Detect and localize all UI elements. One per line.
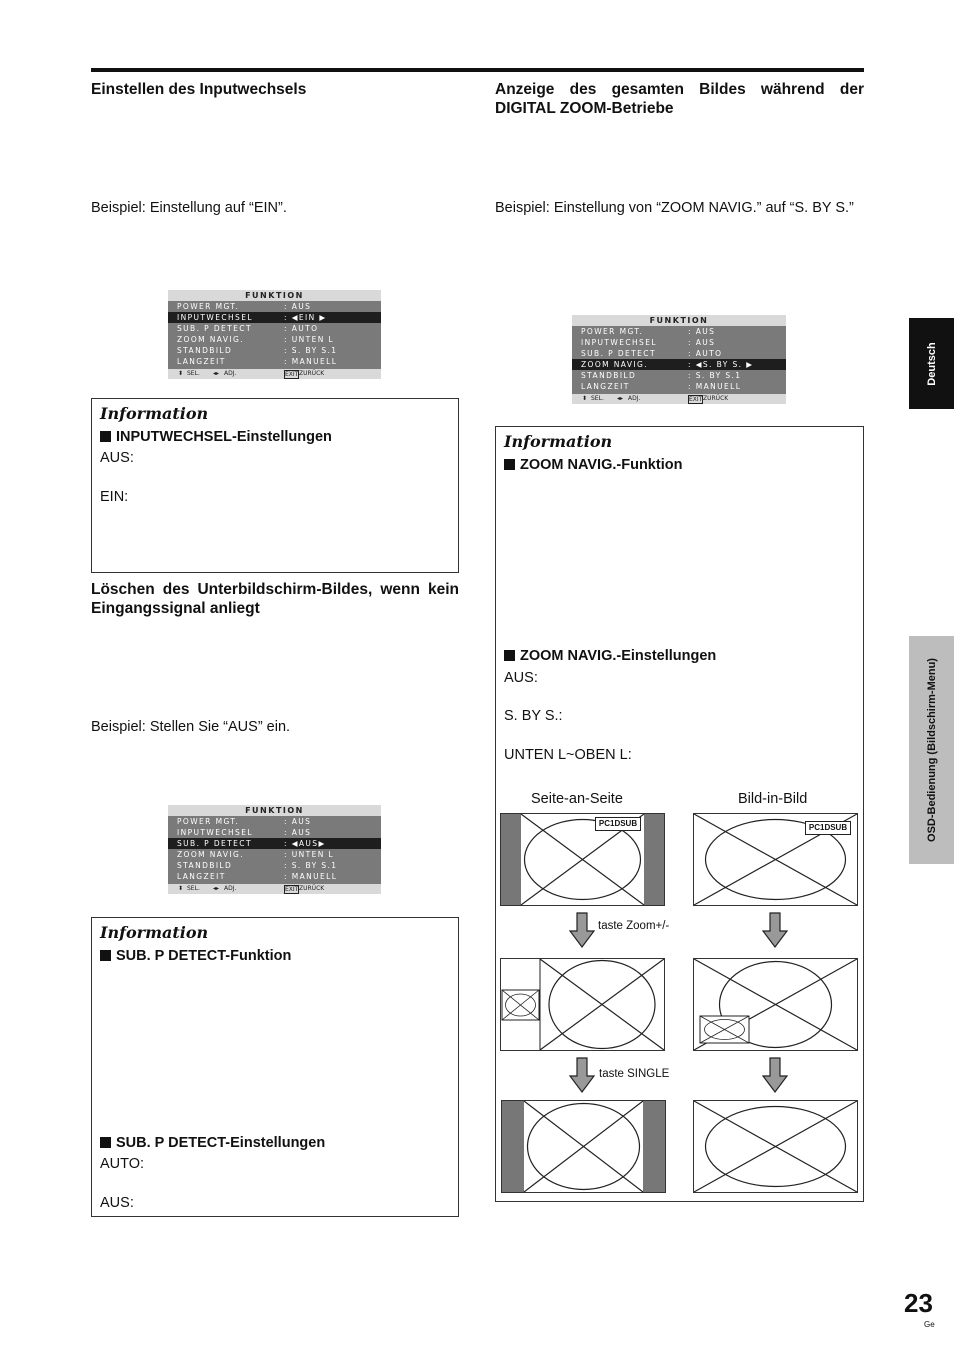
- screen-pip-2: [693, 958, 858, 1051]
- osd-footer: [168, 884, 381, 894]
- top-rule: [91, 68, 864, 72]
- label-box: PC1DSUB: [805, 821, 851, 835]
- osd-value: : AUS: [284, 817, 312, 826]
- leftright-icon: ◂▸: [213, 885, 220, 892]
- example-text-1: Beispiel: Einstellung auf “EIN”.: [91, 200, 287, 216]
- info-line: S. BY S.:: [504, 708, 563, 724]
- page-number: 23: [904, 1288, 933, 1318]
- osd-footer-exit: EXIT: [285, 886, 299, 893]
- caption-side-by-side: Seite-an-Seite: [531, 791, 623, 807]
- screen-side-by-side-3: [501, 1100, 666, 1193]
- updown-icon: ⬍: [178, 370, 184, 377]
- step-label-single: taste SINGLE: [599, 1068, 670, 1080]
- osd-label: ZOOM NAVIG.: [177, 335, 244, 344]
- osd-label: STANDBILD: [581, 371, 637, 380]
- info-line: AUTO:: [100, 1156, 145, 1172]
- osd-menu-2: [168, 805, 381, 894]
- step-label-zoom: taste Zoom+/-: [598, 920, 670, 932]
- info-line: AUS:: [100, 1195, 134, 1211]
- info-box-sub-p-detect: [91, 917, 459, 1217]
- info-line: EIN:: [100, 489, 129, 505]
- osd-value: : AUS: [284, 828, 312, 837]
- osd-value: : AUS: [284, 302, 312, 311]
- osd-label: STANDBILD: [177, 346, 233, 355]
- osd-value: : UNTEN L: [284, 850, 335, 859]
- osd-label: SUB. P DETECT: [581, 349, 656, 358]
- square-bullet-icon: [100, 950, 111, 961]
- example-text-2: Beispiel: Stellen Sie “AUS” ein.: [91, 719, 291, 735]
- osd-footer-sel: SEL.: [187, 885, 200, 892]
- osd-label: ZOOM NAVIG.: [177, 850, 244, 859]
- screen-pip-3: [693, 1100, 858, 1193]
- osd-label: LANGZEIT: [177, 357, 226, 366]
- down-arrow-icon: [569, 1057, 595, 1093]
- info-line: UNTEN L~OBEN L:: [504, 747, 632, 763]
- osd-label: SUB. P DETECT: [177, 324, 252, 333]
- osd-footer-adj: ADJ.: [224, 885, 237, 892]
- info-line: AUS:: [100, 450, 134, 466]
- osd-footer-adj: ADJ.: [628, 395, 641, 402]
- osd-value: : AUS: [688, 327, 716, 336]
- osd-value: : S. BY S.1: [284, 861, 338, 870]
- tab-section-label: OSD-Bedienung (Bildschirm-Menu): [925, 658, 938, 842]
- osd-menu-3: [572, 315, 786, 404]
- heading-sub-p-detect: Löschen des Unterbildschirm-Bildes, wenn kein Eingangssignal anliegt: [91, 581, 459, 617]
- info-subheading-text: ZOOM NAVIG.-Einstellungen: [520, 648, 717, 664]
- example-text-3: Beispiel: Einstellung von “ZOOM NAVIG.” auf “S. BY S.”: [495, 200, 854, 216]
- osd-value: : MANUELL: [284, 357, 338, 366]
- osd-label: POWER MGT.: [581, 327, 644, 336]
- screen-pip-1: [693, 813, 858, 906]
- osd-footer-exit: EXIT: [689, 396, 703, 403]
- screen-side-by-side-2: [500, 958, 665, 1051]
- osd-footer-adj: ADJ.: [224, 370, 237, 377]
- osd-label: POWER MGT.: [177, 817, 240, 826]
- down-arrow-icon: [569, 912, 595, 948]
- screen-side-by-side-1: [500, 813, 665, 906]
- osd-value: : MANUELL: [284, 872, 338, 881]
- caption-picture-in-picture: Bild-in-Bild: [738, 791, 808, 807]
- osd-label: POWER MGT.: [177, 302, 240, 311]
- label-box: PC1DSUB: [595, 817, 641, 831]
- square-bullet-icon: [100, 431, 111, 442]
- info-subheading-text: SUB. P DETECT-Funktion: [116, 948, 292, 964]
- osd-value: : ◀AUS▶: [284, 839, 326, 848]
- info-subheading-text: SUB. P DETECT-Einstellungen: [116, 1135, 326, 1151]
- tab-language-label: Deutsch: [925, 341, 938, 386]
- osd-value: : AUTO: [284, 324, 319, 333]
- osd-label: ZOOM NAVIG.: [581, 360, 648, 369]
- info-subheading-text: INPUTWECHSEL-Einstellungen: [116, 429, 332, 445]
- osd-label: INPUTWECHSEL: [177, 313, 253, 322]
- square-bullet-icon: [100, 1137, 111, 1148]
- osd-label: LANGZEIT: [581, 382, 630, 391]
- osd-footer: [572, 394, 786, 404]
- osd-value: : ◀EIN ▶: [284, 313, 327, 322]
- osd-label: INPUTWECHSEL: [581, 338, 657, 347]
- osd-value: : ◀S. BY S. ▶: [688, 360, 754, 369]
- square-bullet-icon: [504, 650, 515, 661]
- info-line: AUS:: [504, 670, 538, 686]
- info-title: Information: [100, 923, 209, 942]
- tab-section: [909, 636, 954, 864]
- updown-icon: ⬍: [178, 885, 184, 892]
- info-subheading: [100, 429, 332, 445]
- osd-footer: [168, 369, 381, 379]
- heading-digital-zoom: Anzeige des gesamten Bildes während der DIGITAL ZOOM-Betriebe: [495, 81, 864, 117]
- square-bullet-icon: [504, 459, 515, 470]
- osd-label: INPUTWECHSEL: [177, 828, 253, 837]
- osd-value: : AUS: [688, 338, 716, 347]
- osd-menu-1: [168, 290, 381, 379]
- page-lang-code: Ge: [924, 1320, 935, 1329]
- osd-footer-back: ZURÜCK: [703, 395, 729, 402]
- info-subheading: [504, 648, 716, 664]
- osd-title: FUNKTION: [168, 290, 381, 301]
- osd-footer-back: ZURÜCK: [299, 370, 325, 377]
- osd-footer-back: ZURÜCK: [299, 885, 325, 892]
- down-arrow-icon: [762, 912, 788, 948]
- info-title: Information: [504, 432, 613, 451]
- info-box-inputwechsel: [91, 398, 459, 573]
- osd-footer-sel: SEL.: [591, 395, 604, 402]
- osd-title: FUNKTION: [572, 315, 786, 326]
- osd-label: SUB. P DETECT: [177, 839, 252, 848]
- down-arrow-icon: [762, 1057, 788, 1093]
- osd-value: : UNTEN L: [284, 335, 335, 344]
- leftright-icon: ◂▸: [617, 395, 624, 402]
- info-subheading: [100, 1135, 325, 1151]
- osd-value: : AUTO: [688, 349, 723, 358]
- osd-value: : S. BY S.1: [284, 346, 338, 355]
- osd-value: : S. BY S.1: [688, 371, 742, 380]
- info-subheading: [100, 948, 291, 964]
- info-subheading-text: ZOOM NAVIG.-Funktion: [520, 457, 683, 473]
- osd-footer-sel: SEL.: [187, 370, 200, 377]
- osd-title: FUNKTION: [168, 805, 381, 816]
- info-title: Information: [100, 404, 209, 423]
- osd-value: : MANUELL: [688, 382, 742, 391]
- osd-footer-exit: EXIT: [285, 371, 299, 378]
- updown-icon: ⬍: [582, 395, 588, 402]
- leftright-icon: ◂▸: [213, 370, 220, 377]
- osd-label: STANDBILD: [177, 861, 233, 870]
- heading-inputwechsel: Einstellen des Inputwechsels: [91, 81, 307, 98]
- osd-label: LANGZEIT: [177, 872, 226, 881]
- info-subheading: [504, 457, 682, 473]
- tab-language: [909, 318, 954, 409]
